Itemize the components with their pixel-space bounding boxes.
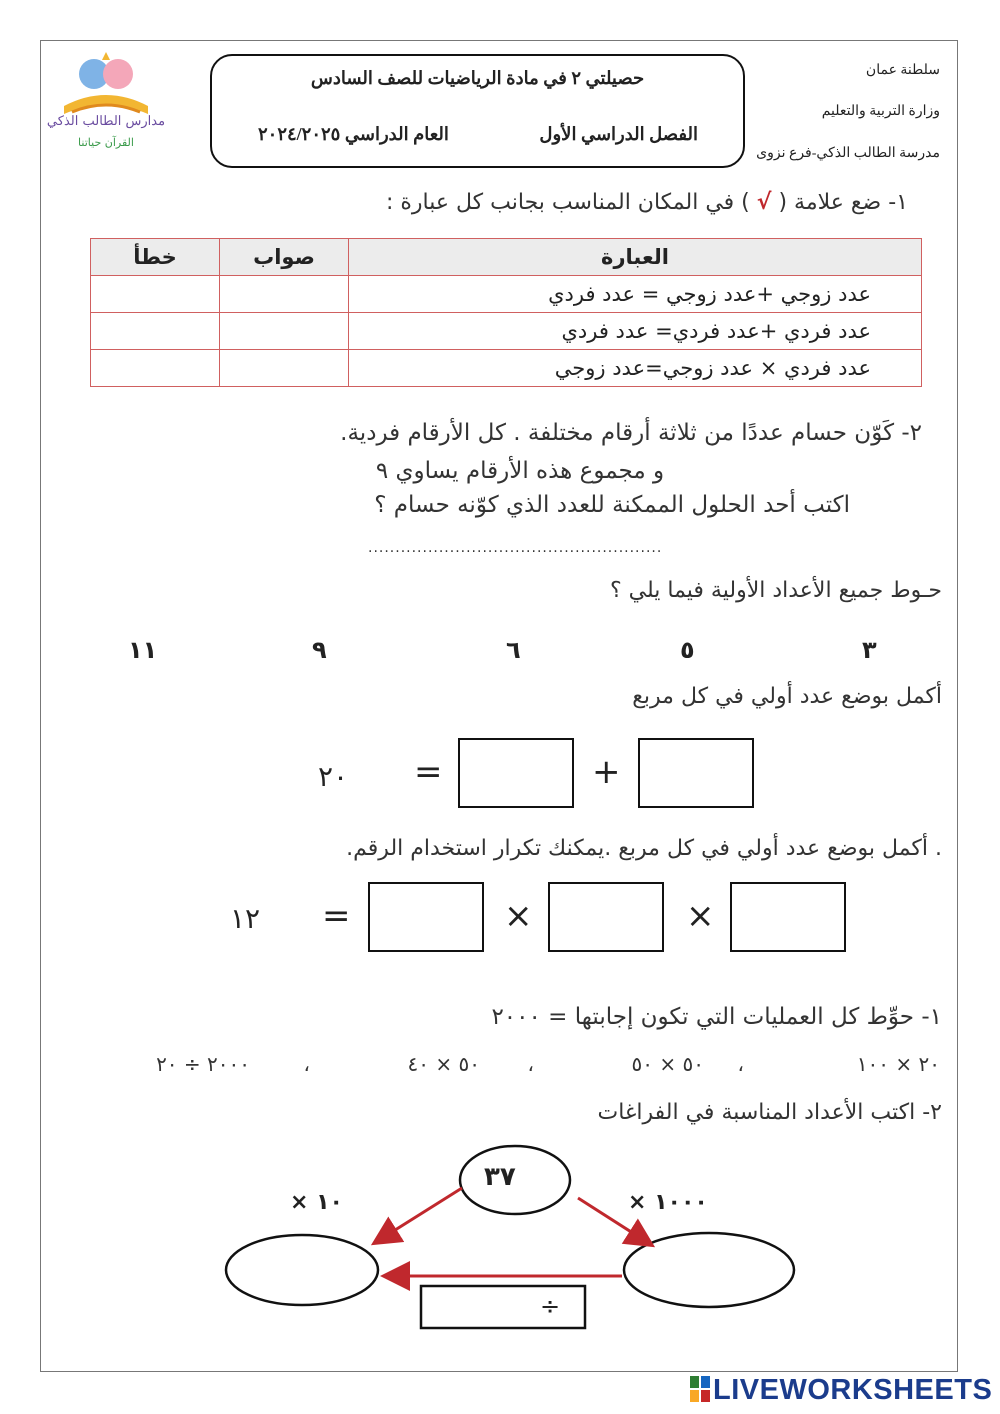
q1-instruction: ١- ضع علامة ( √ ) في المكان المناسب بجانب كل عبارة :	[386, 190, 908, 215]
q2-line-1: ٢- كَوّن حسام عددًا من ثلاثة أرقام مختلفة . كل الأرقام فردية.	[340, 420, 922, 446]
times-sign: ×	[686, 896, 715, 936]
operation-separator: ،	[303, 1052, 310, 1076]
q7-instruction: ٢- اكتب الأعداد المناسبة في الفراغات	[597, 1100, 942, 1125]
times-10-label: × ١٠	[290, 1190, 343, 1215]
operation-option[interactable]: ٥٠ × ٥٠	[631, 1052, 704, 1076]
q3-instruction: حـوط جميع الأعداد الأولية فيما يلي ؟	[609, 578, 942, 603]
prime-option[interactable]: ٦	[506, 636, 521, 664]
org-line-2: وزارة التربية والتعليم	[821, 104, 940, 119]
operation-option[interactable]: ٥٠ × ٤٠	[407, 1052, 480, 1076]
prime-option[interactable]: ٥	[680, 636, 695, 664]
page-title: حصيلتي ٢ في مادة الرياضيات للصف السادس	[310, 68, 645, 88]
statement-cell: عدد فردي +عدد فردي= عدد فردي	[349, 313, 922, 350]
divide-answer-box[interactable]	[421, 1286, 585, 1328]
statement-cell: عدد زوجي +عدد زوجي = عدد فردي	[349, 276, 922, 313]
times-1000-label: × ١٠٠٠	[628, 1190, 708, 1215]
watermark-text: LIVEWORKSHEETS	[713, 1374, 993, 1406]
org-line-3: مدرسة الطالب الذكي-فرع نزوى	[756, 146, 940, 161]
times-sign: ×	[504, 896, 533, 936]
equals-sign: =	[414, 752, 443, 792]
q6-instruction: ١- حوِّط كل العمليات التي تكون إجابتها = ٢٠٠٠	[491, 1004, 942, 1030]
q5-instruction: . أكمل بوضع عدد أولي في كل مربع .يمكنك تكرار استخدام الرقم.	[346, 836, 942, 861]
column-header-false: خطأ	[91, 239, 220, 276]
divide-symbol: ÷	[540, 1292, 561, 1320]
arrow-left	[376, 1188, 462, 1242]
column-header-statement: العبارة	[349, 239, 922, 276]
plus-sign: +	[592, 752, 621, 792]
center-value: ٣٧	[484, 1162, 516, 1192]
liveworksheets-logo-icon	[690, 1376, 710, 1402]
prime-option[interactable]: ٣	[862, 636, 877, 664]
operation-option[interactable]: ٢٠ × ١٠٠	[856, 1052, 940, 1076]
q4-instruction: أكمل بوضع عدد أولي في كل مربع	[632, 684, 942, 709]
statement-cell: عدد فردي × عدد زوجي=عدد زوجي	[349, 350, 922, 387]
operation-option[interactable]: ٢٠٠٠ ÷ ٢٠	[156, 1052, 250, 1076]
semester-label: الفصل الدراسي الأول	[539, 124, 698, 144]
left-answer-oval[interactable]	[226, 1235, 378, 1305]
year-label: العام الدراسي ٢٠٢٤/٢٠٢٥	[258, 124, 449, 144]
equals-sign: =	[322, 896, 351, 936]
q2-line-2: و مجموع هذه الأرقام يساوي ٩	[375, 458, 665, 484]
q2-line-3: اكتب أحد الحلول الممكنة للعدد الذي كوّنه حسام ؟	[374, 492, 850, 518]
logo-text: مدارس الطالب الذكي	[46, 114, 166, 129]
operation-separator: ،	[737, 1052, 744, 1076]
logo-subtext: القرآن حياتنا	[78, 136, 134, 149]
column-header-true: صواب	[220, 239, 349, 276]
prime-option[interactable]: ٩	[312, 636, 327, 664]
checkmark-icon: √	[756, 190, 772, 215]
sum-result: ٢٠	[318, 760, 349, 793]
org-line-1: سلطنة عمان	[865, 63, 940, 78]
prime-option[interactable]: ١١	[128, 636, 158, 664]
operation-separator: ،	[527, 1052, 534, 1076]
product-result: ١٢	[230, 902, 261, 935]
q2-answer-line[interactable]: ......................................................	[368, 540, 663, 556]
